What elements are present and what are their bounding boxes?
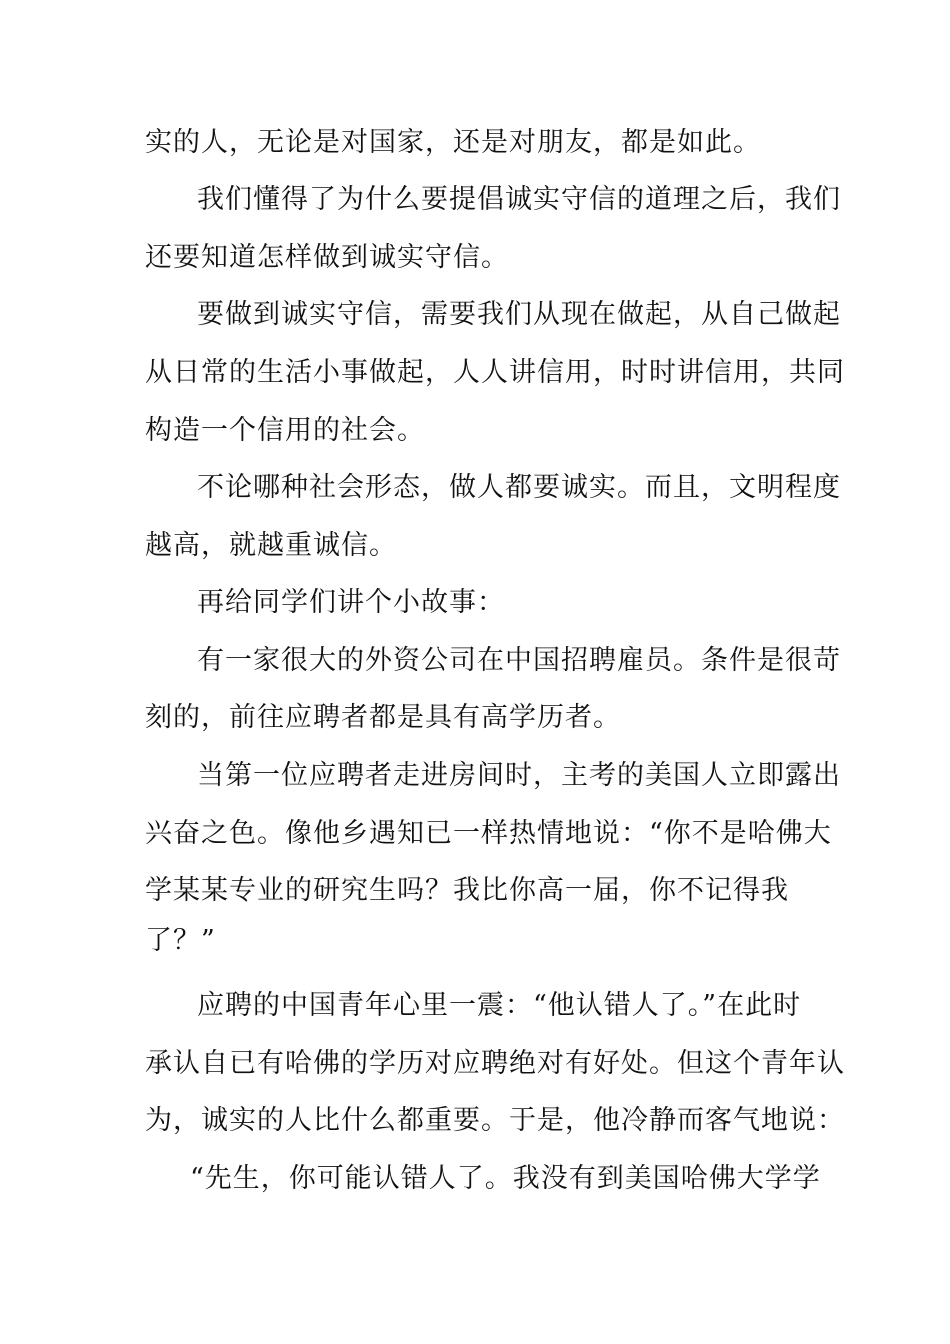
text-line: “先生，你可能认错人了。我没有到美国哈佛大学学 [190,1163,821,1194]
text-line: 学某某专业的研究生吗？我比你高一届，你不记得我 [145,875,789,906]
text-line: 应聘的中国青年心里一震：“他认错人了。”在此时 [197,990,802,1021]
text-line: 实的人，无论是对国家，还是对朋友，都是如此。 [145,127,761,158]
text-line: 构造一个信用的社会。 [145,415,425,446]
text-line: 从日常的生活小事做起，人人讲信用，时时讲信用，共同 [145,357,845,388]
text-line: 有一家很大的外资公司在中国招聘雇员。条件是很苛 [197,645,841,676]
text-line: 承认自已有哈佛的学历对应聘绝对有好处。但这个青年认 [145,1048,845,1079]
text-line: 要做到诚实守信，需要我们从现在做起，从自己做起 [197,299,841,330]
text-line: 了？” [145,925,216,956]
text-line: 再给同学们讲个小故事： [197,587,505,618]
text-line: 为，诚实的人比什么都重要。于是，他冷静而客气地说： [145,1105,845,1136]
text-line: 还要知道怎样做到诚实守信。 [145,242,509,273]
text-line: 当第一位应聘者走进房间时，主考的美国人立即露出 [197,760,841,791]
text-line: 刻的，前往应聘者都是具有高学历者。 [145,702,621,733]
text-line: 越高，就越重诚信。 [145,530,397,561]
text-line: 我们懂得了为什么要提倡诚实守信的道理之后，我们 [197,184,841,215]
text-line: 不论哪种社会形态，做人都要诚实。而且，文明程度 [197,472,841,503]
text-line: 兴奋之色。像他乡遇知已一样热情地说：“你不是哈佛大 [145,818,832,849]
